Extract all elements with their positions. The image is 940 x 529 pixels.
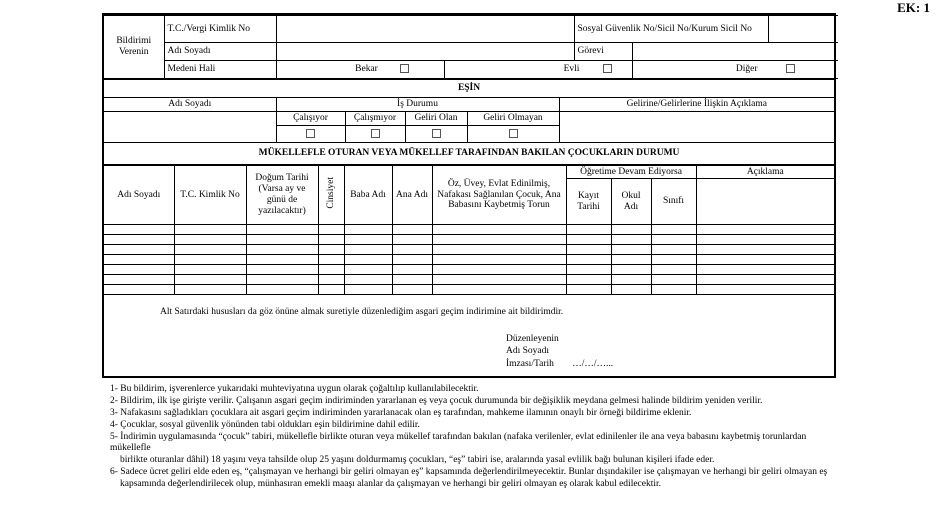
- cocuk-cell[interactable]: [611, 285, 651, 295]
- cocuk-cell[interactable]: [344, 265, 392, 275]
- cocuk-cell[interactable]: [344, 245, 392, 255]
- cocuk-cell[interactable]: [392, 275, 432, 285]
- cocuk-cell[interactable]: [651, 265, 696, 275]
- sgk-value[interactable]: [768, 16, 838, 43]
- cocuk-cell[interactable]: [651, 275, 696, 285]
- cocuk-cell[interactable]: [432, 285, 566, 295]
- cocuk-oz-header: Öz, Üvey, Evlat Edinilmiş, Nafakası Sağlanılan Çocuk, Ana Babasını Kaybetmiş Torun: [432, 166, 566, 225]
- calisiyor-checkbox[interactable]: [306, 129, 315, 138]
- cocuk-cell[interactable]: [318, 255, 344, 265]
- bekar-checkbox[interactable]: [400, 64, 409, 73]
- cocuk-cell[interactable]: [432, 255, 566, 265]
- geliri-olan-checkbox[interactable]: [432, 129, 441, 138]
- ogretim-header: Öğretime Devam Ediyorsa: [566, 166, 696, 179]
- note-item: 5- İndirimin uygulamasında “çocuk” tabiri, mükellefle birlikte oturan veya mükellef tarafından bakılan (nafaka verilenler, evlat edinilenler ile ana veya babasını kaybetmiş torunlardan mükellefle: [110, 431, 807, 454]
- evli-label: Evli: [563, 63, 580, 74]
- geliri-olmayan-cell: [467, 126, 559, 143]
- cocuk-cell[interactable]: [392, 225, 432, 235]
- okul-adi-header: Okul Adı: [611, 179, 651, 225]
- adsoyad-value[interactable]: [276, 43, 574, 60]
- cocuk-cell[interactable]: [246, 225, 318, 235]
- sinifi-header: Sınıfı: [651, 179, 696, 225]
- cinsiyet-text: Cinsiyet: [325, 177, 336, 209]
- bildirimi-veren-table: [104, 15, 838, 79]
- cocuk-cell[interactable]: [104, 275, 174, 285]
- cocuk-cell[interactable]: [651, 235, 696, 245]
- cocuk-row: [104, 285, 834, 295]
- cocuk-cell[interactable]: [566, 275, 611, 285]
- cocuk-dogum-header: Doğum Tarihi (Varsa ay ve günü de yazılacaktır): [246, 166, 318, 225]
- cocuk-cell[interactable]: [318, 275, 344, 285]
- note-item: 4- Çocuklar, sosyal güvenlik yönünden tabi oldukları eşin bildirimine dahil edilir.: [110, 419, 420, 430]
- es-adsoyad-value[interactable]: [104, 112, 276, 143]
- cocuk-cell[interactable]: [432, 275, 566, 285]
- cocuk-cell[interactable]: [174, 235, 246, 245]
- calismiyor-cell: [345, 126, 405, 143]
- cocuk-cell[interactable]: [174, 275, 246, 285]
- cocuk-cell[interactable]: [174, 245, 246, 255]
- es-is-durumu-header: İş Durumu: [276, 98, 559, 112]
- cocuk-row: [104, 255, 834, 265]
- cocuk-cell[interactable]: [318, 265, 344, 275]
- cocuk-cell[interactable]: [104, 255, 174, 265]
- cocuk-cell[interactable]: [696, 235, 834, 245]
- tarih-field[interactable]: …/…/…...: [572, 358, 614, 369]
- es-gelir-value[interactable]: [559, 112, 834, 143]
- cocuk-cinsiyet-header: [318, 166, 344, 225]
- cocuk-cell[interactable]: [696, 275, 834, 285]
- cocuk-cell[interactable]: [344, 225, 392, 235]
- cocuk-cell[interactable]: [696, 285, 834, 295]
- cocuk-row: [104, 225, 834, 235]
- note-item: 2- Bildirim, ilk işe girişte verilir. Çalışanın asgari geçim indiriminden yararlanan eş veya çocuk durumunda bir değişiklik meydana gelmesi halinde bildirim yeniden verilir.: [110, 395, 763, 406]
- signature-block: [506, 333, 613, 370]
- cocuk-cell[interactable]: [344, 255, 392, 265]
- cocuk-cell[interactable]: [696, 245, 834, 255]
- cocuk-cell[interactable]: [246, 265, 318, 275]
- calismiyor-label: Çalışmıyor: [345, 112, 405, 126]
- cocuk-cell[interactable]: [104, 225, 174, 235]
- evli-option[interactable]: [444, 60, 632, 78]
- bekar-label: Bekar: [355, 63, 378, 74]
- cocuk-cell[interactable]: [104, 245, 174, 255]
- cocuk-tc-header: T.C. Kimlik No: [174, 166, 246, 225]
- cocuk-cell[interactable]: [392, 285, 432, 295]
- ek-label: EK: 1: [897, 0, 930, 15]
- note-item: 1- Bu bildirim, işverenlerce yukarıdaki muhteviyatına uygun olarak çoğaltılıp kullanılabilecektir.: [110, 384, 479, 394]
- cocuk-ana-header: Ana Adı: [392, 166, 432, 225]
- cocuk-cell[interactable]: [651, 245, 696, 255]
- es-gelir-header: Gelirine/Gelirlerine İlişkin Açıklama: [559, 98, 834, 112]
- cocuk-cell[interactable]: [432, 225, 566, 235]
- imza-tarih-row: [506, 358, 613, 370]
- cocuk-cell[interactable]: [344, 235, 392, 245]
- cocuk-cell[interactable]: [696, 225, 834, 235]
- duzenleyenin-label: Düzenleyenin: [506, 334, 559, 344]
- cocuk-cell[interactable]: [611, 235, 651, 245]
- cocuk-adsoyad-header: Adı Soyadı: [104, 166, 174, 225]
- bekar-option[interactable]: [276, 60, 444, 78]
- cocuk-cell[interactable]: [174, 285, 246, 295]
- note-item: 3- Nafakasını sağladıkları çocuklara ait asgari geçim indiriminden yararlanacak olan eş tarafından, mahkeme ilamının onaylı bir örneği bildirime eklenir.: [110, 407, 692, 418]
- cocuk-cell[interactable]: [318, 245, 344, 255]
- cocuk-cell[interactable]: [246, 255, 318, 265]
- es-title: EŞİN: [104, 80, 834, 98]
- calisiyor-cell: [276, 126, 345, 143]
- cocuk-cell[interactable]: [566, 255, 611, 265]
- note-item: birlikte oturanlar dâhil) 18 yaşını veya tahsilde olup 25 yaşını doldurmamış çocukları, “eş” tabiri ise, aralarında yasal evlilik bağı bulunan kişileri ifade eder.: [120, 455, 715, 466]
- cocuk-cell[interactable]: [651, 255, 696, 265]
- cocuk-cell[interactable]: [566, 235, 611, 245]
- cocuk-cell[interactable]: [246, 235, 318, 245]
- cocuk-cell[interactable]: [174, 255, 246, 265]
- cocuk-aciklama-header: Açıklama: [696, 166, 834, 179]
- cocuk-row: [104, 265, 834, 275]
- cocuk-cell[interactable]: [174, 265, 246, 275]
- cocuk-cell[interactable]: [432, 265, 566, 275]
- form-frame: [102, 13, 836, 378]
- cocuk-cell[interactable]: [611, 225, 651, 235]
- diger-label: Diğer: [735, 63, 758, 74]
- cocuk-cell[interactable]: [566, 285, 611, 295]
- cocuk-row: [104, 235, 834, 245]
- cocuk-cell[interactable]: [611, 245, 651, 255]
- gorevi-label: Görevi: [574, 43, 632, 60]
- cocuk-cell[interactable]: [392, 265, 432, 275]
- cocuk-table: [104, 165, 834, 295]
- cocuk-cell[interactable]: [611, 265, 651, 275]
- calisiyor-label: Çalışıyor: [276, 112, 345, 126]
- diger-option[interactable]: [632, 60, 838, 78]
- cocuk-title: MÜKELLEFLE OTURAN VEYA MÜKELLEF TARAFINDAN BAKILAN ÇOCUKLARIN DURUMU: [104, 143, 834, 165]
- geliri-olan-label: Geliri Olan: [405, 112, 467, 126]
- cocuk-cell[interactable]: [318, 225, 344, 235]
- cocuk-cell[interactable]: [174, 225, 246, 235]
- tc-vergi-label: T.C./Vergi Kimlik No: [164, 16, 276, 43]
- cocuk-row: [104, 245, 834, 255]
- imza-label: İmzası/Tarih: [506, 358, 554, 369]
- diger-checkbox[interactable]: [786, 64, 795, 73]
- cocuk-cell[interactable]: [246, 285, 318, 295]
- es-table: [104, 79, 834, 165]
- geliri-olan-cell: [405, 126, 467, 143]
- cocuk-cell[interactable]: [651, 225, 696, 235]
- geliri-olmayan-label: Geliri Olmayan: [467, 112, 559, 126]
- cocuk-cell[interactable]: [432, 245, 566, 255]
- kayit-tarihi-header: Kayıt Tarihi: [566, 179, 611, 225]
- cocuk-cell[interactable]: [566, 245, 611, 255]
- cocuk-cell[interactable]: [611, 275, 651, 285]
- cocuk-cell[interactable]: [566, 225, 611, 235]
- gorevi-value[interactable]: [632, 43, 838, 60]
- adsoyad-label: Adı Soyadı: [164, 43, 276, 60]
- geliri-olmayan-checkbox[interactable]: [509, 129, 518, 138]
- evli-checkbox[interactable]: [603, 64, 612, 73]
- notes-list: [110, 384, 835, 491]
- bildirimi-veren-label: Bildirimi Verenin: [104, 16, 164, 79]
- note-item: kapsamında değerlendirilecek olup, münhasıran emekli maaşı alanlar da çalışmayan ve herhangi bir geliri olmayan eş olarak kabul edilecektir.: [120, 479, 662, 489]
- cocuk-cell[interactable]: [696, 265, 834, 275]
- cocuk-cell[interactable]: [318, 285, 344, 295]
- cocuk-cell[interactable]: [104, 235, 174, 245]
- medeni-hali-label: Medeni Hali: [164, 60, 276, 78]
- tc-vergi-value[interactable]: [276, 16, 574, 43]
- cocuk-cell[interactable]: [318, 235, 344, 245]
- cocuk-cell[interactable]: [696, 255, 834, 265]
- cocuk-baba-header: Baba Adı: [344, 166, 392, 225]
- cocuk-cell[interactable]: [566, 265, 611, 275]
- cocuk-cell[interactable]: [246, 275, 318, 285]
- cocuk-aciklama-blank: [696, 179, 834, 225]
- es-adsoyad-header: Adı Soyadı: [104, 98, 276, 112]
- sign-adsoyad-label: Adı Soyadı: [506, 346, 550, 357]
- calismiyor-checkbox[interactable]: [371, 129, 380, 138]
- cocuk-cell[interactable]: [246, 245, 318, 255]
- cocuk-cell[interactable]: [104, 265, 174, 275]
- cocuk-cell[interactable]: [392, 245, 432, 255]
- cocuk-cell[interactable]: [432, 235, 566, 245]
- cocuk-cell[interactable]: [392, 235, 432, 245]
- note-item: 6- Sadece ücret geliri elde eden eş, “çalışmayan ve herhangi bir geliri olmayan eş” kapsamında değerlendirilmeyecektir. Bunlar dışındakiler ise çalışmayan ve herhangi bir geliri olmayan eş: [110, 467, 828, 478]
- cocuk-cell[interactable]: [104, 285, 174, 295]
- cocuk-cell[interactable]: [344, 285, 392, 295]
- sgk-label: Sosyal Güvenlik No/Sicil No/Kurum Sicil No: [574, 16, 768, 43]
- cocuk-row: [104, 275, 834, 285]
- cocuk-cell[interactable]: [611, 255, 651, 265]
- cocuk-cell[interactable]: [344, 275, 392, 285]
- declaration-text: Alt Satırdaki hususları da göz önüne almak suretiyle düzenlediğim asgari geçim indirimine ait bildirimdir.: [160, 307, 564, 317]
- cocuk-cell[interactable]: [392, 255, 432, 265]
- cocuk-cell[interactable]: [651, 285, 696, 295]
